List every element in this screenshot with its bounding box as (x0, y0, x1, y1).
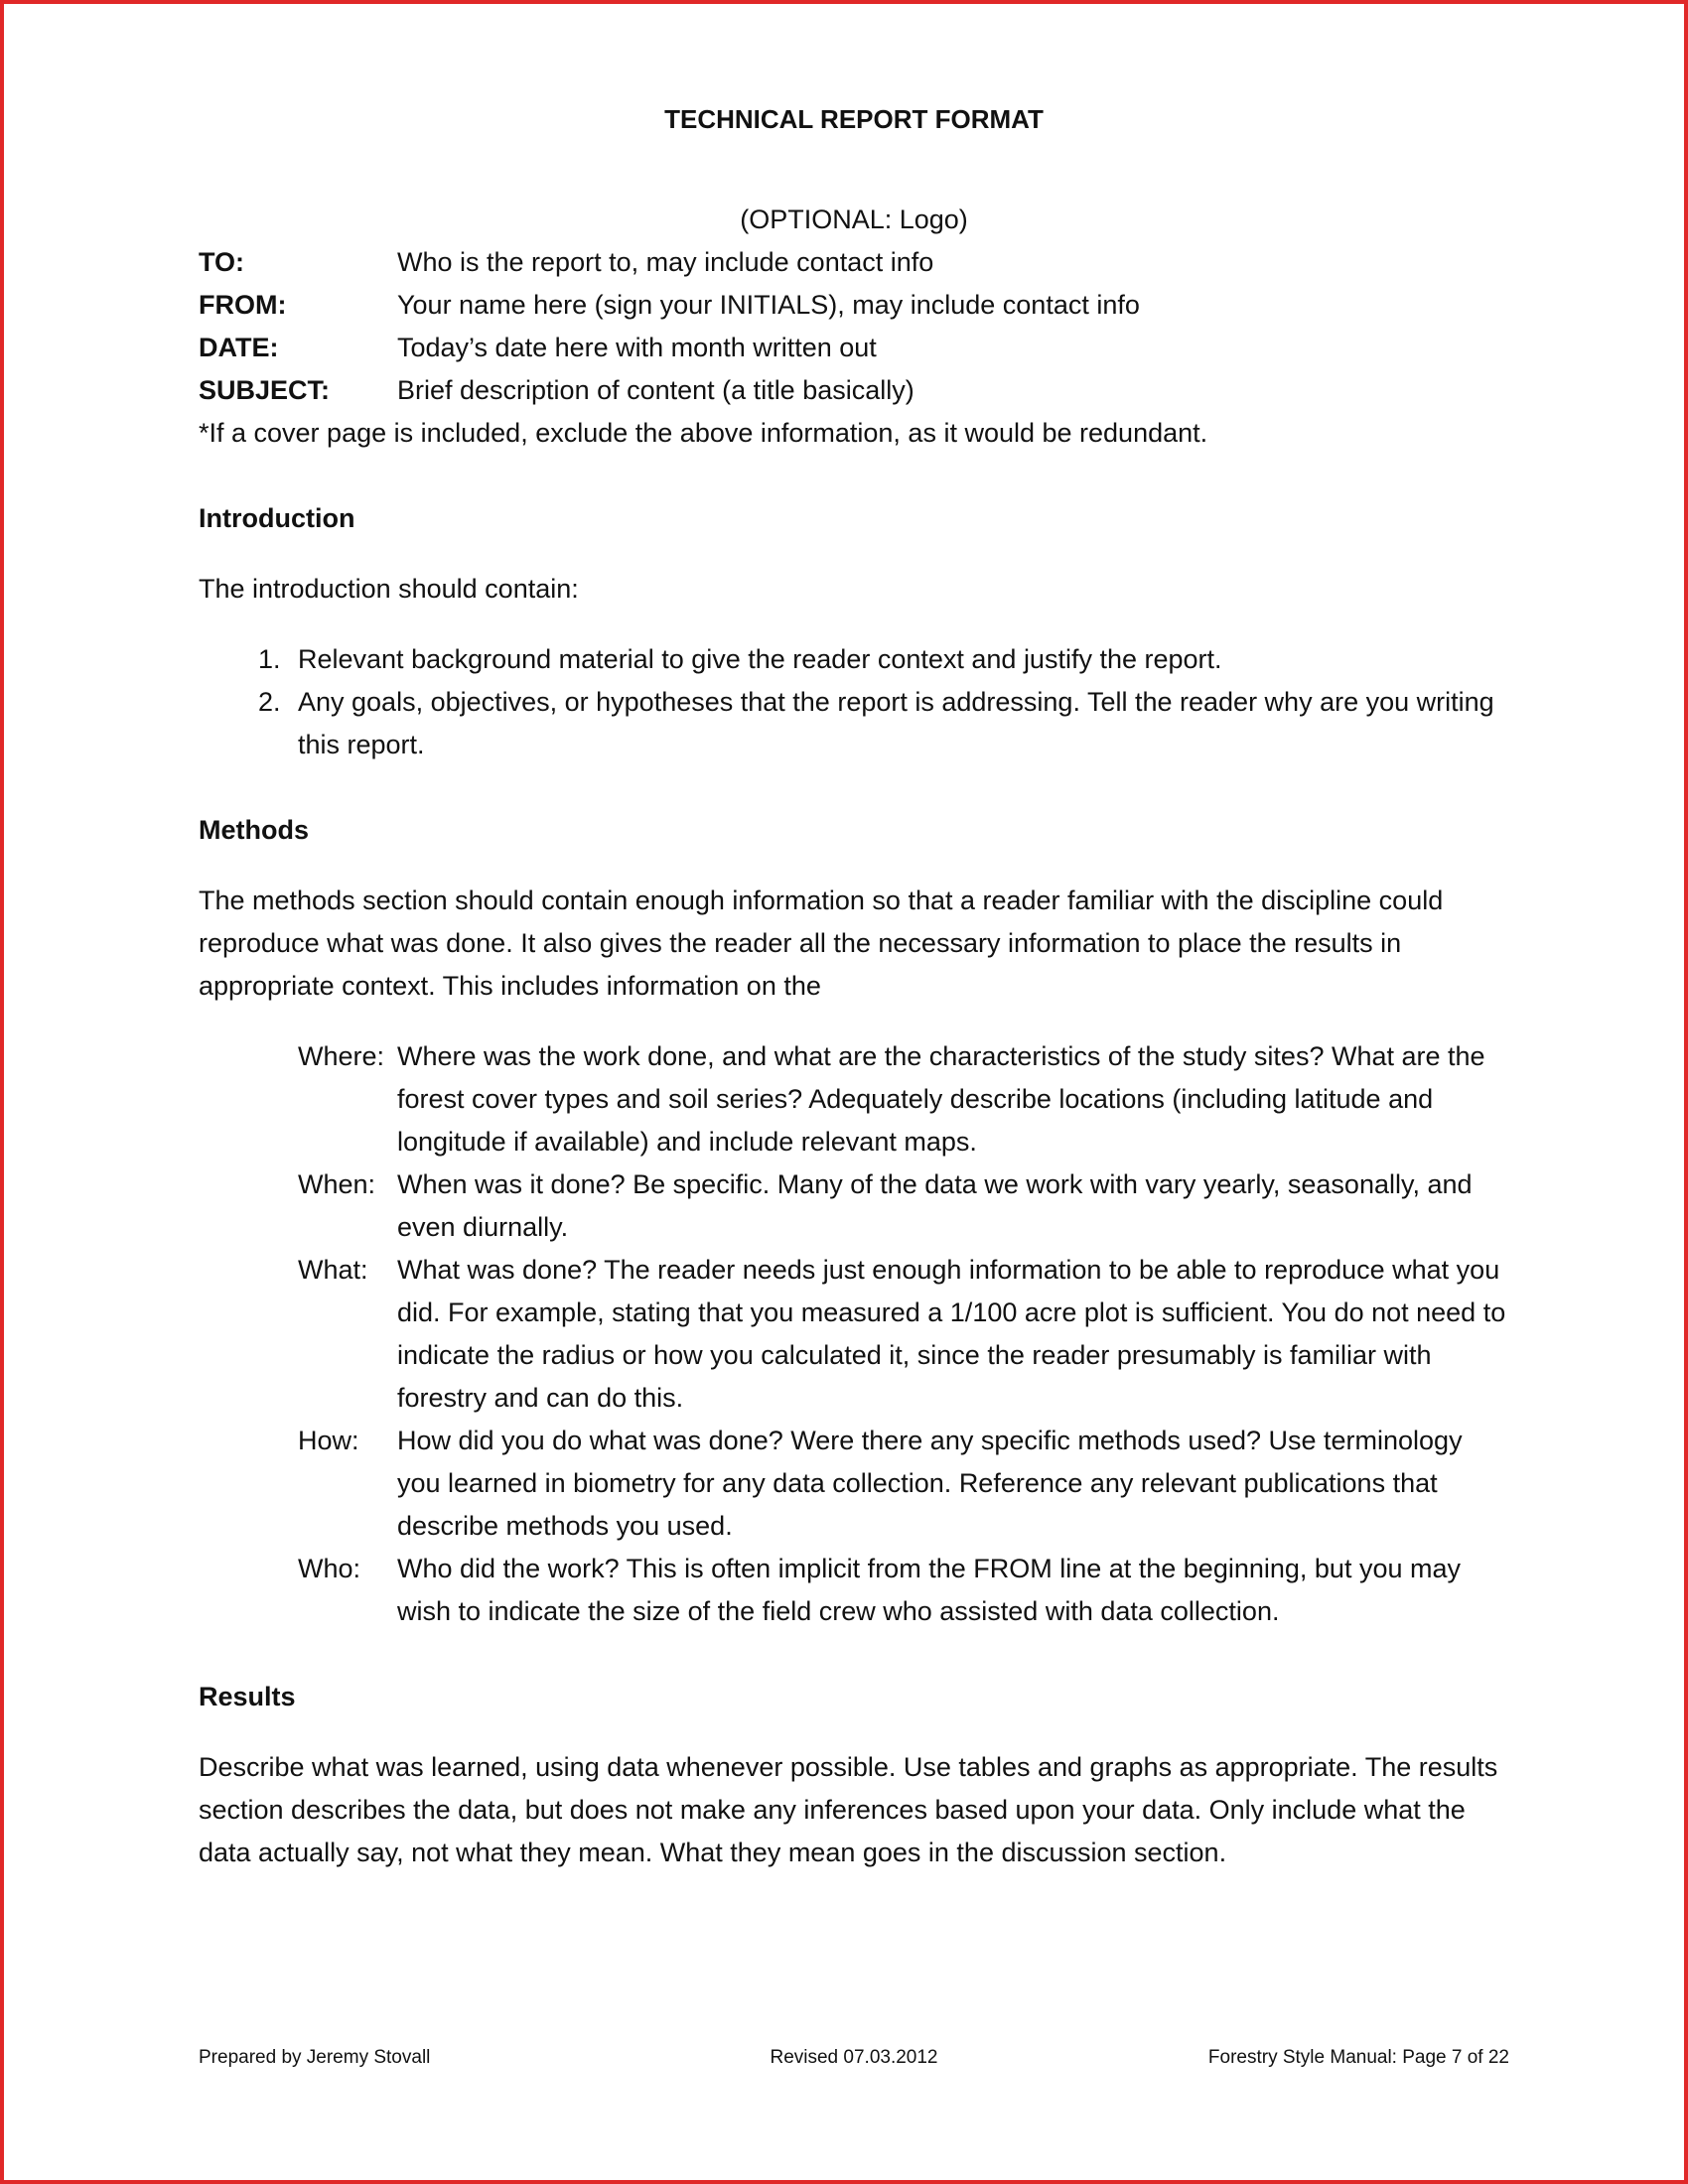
detail-row-when (199, 1163, 1509, 1249)
document-title: TECHNICAL REPORT FORMAT (664, 104, 1044, 134)
detail-label: Who: (298, 1554, 361, 1583)
memo-value: Your name here (sign your INITIALS), may include contact info (397, 290, 1140, 320)
methods-detail-list (199, 1035, 1509, 1633)
list-item-text: Relevant background material to give the reader context and justify the report. (298, 644, 1222, 674)
memo-row-date (199, 327, 1509, 369)
detail-label: What: (298, 1255, 368, 1285)
detail-text: What was done? The reader needs just enough information to be able to reproduce what you did. For example, stating that you measured a 1/100 acre plot is sufficient. You do not need to indicate the radius or how you calculated it, since the reader presumably is familiar with forestry and can do this. (397, 1255, 1506, 1413)
memo-row-subject (199, 369, 1509, 412)
detail-row-where (199, 1035, 1509, 1163)
footer-author: Prepared by Jeremy Stovall (199, 2047, 431, 2068)
detail-text: How did you do what was done? Were there any specific methods used? Use terminology you learned in biometry for any data collection. Reference any relevant publications that describe methods you used. (397, 1426, 1463, 1541)
memo-label: SUBJECT: (199, 375, 331, 405)
memo-note: *If a cover page is included, exclude the above information, as it would be redundant. (199, 418, 1208, 448)
results-paragraph: Describe what was learned, using data whenever possible. Use tables and graphs as appropriate. The results section describes the data, but does not make any inferences based upon your data. Only include what the data actually say, not what they mean. What they mean goes in the discussion section. (199, 1752, 1498, 1867)
memo-block (199, 241, 1509, 455)
detail-label: When: (298, 1169, 376, 1199)
page-footer (199, 2045, 1509, 2071)
list-item-text: Any goals, objectives, or hypotheses that the report is addressing. Tell the reader why are you writing this report. (298, 687, 1494, 759)
list-item-number: 1. (258, 644, 281, 674)
introduction-lead: The introduction should contain: (199, 574, 579, 604)
list-item (199, 681, 1509, 766)
introduction-list (199, 638, 1509, 766)
methods-heading: Methods (199, 815, 309, 845)
list-item (199, 638, 1509, 681)
document-page (199, 99, 1509, 2085)
detail-row-how (199, 1420, 1509, 1548)
introduction-heading: Introduction (199, 503, 355, 533)
detail-label: Where: (298, 1041, 385, 1071)
detail-row-who (199, 1548, 1509, 1633)
detail-label: How: (298, 1426, 359, 1455)
memo-row-to (199, 241, 1509, 284)
memo-value: Who is the report to, may include contact info (397, 247, 934, 277)
memo-label: FROM: (199, 290, 287, 320)
memo-value: Today’s date here with month written out (397, 333, 877, 362)
footer-page-number: Forestry Style Manual: Page 7 of 22 (1207, 2047, 1509, 2068)
detail-row-what (199, 1249, 1509, 1420)
methods-paragraph: The methods section should contain enough information so that a reader familiar with the discipline could reproduce what was done. It also gives the reader all the necessary information to place the results in appropriate context. This includes information on the (199, 886, 1444, 1001)
results-heading: Results (199, 1682, 296, 1711)
detail-text: Who did the work? This is often implicit from the FROM line at the beginning, but you may wish to indicate the size of the field crew who assisted with data collection. (397, 1554, 1461, 1626)
memo-label: TO: (199, 247, 244, 277)
memo-label: DATE: (199, 333, 279, 362)
detail-text: Where was the work done, and what are the characteristics of the study sites? What are the forest cover types and soil series? Adequately describe locations (including latitude and longitude if available) and include relevant maps. (397, 1041, 1485, 1157)
footer-revision: Revised 07.03.2012 (770, 2047, 938, 2068)
memo-row-from (199, 284, 1509, 327)
list-item-number: 2. (258, 687, 281, 717)
detail-text: When was it done? Be specific. Many of the data we work with vary yearly, seasonally, and even diurnally. (397, 1169, 1473, 1242)
memo-value: Brief description of content (a title basically) (397, 375, 914, 405)
logo-placeholder: (OPTIONAL: Logo) (740, 205, 968, 234)
